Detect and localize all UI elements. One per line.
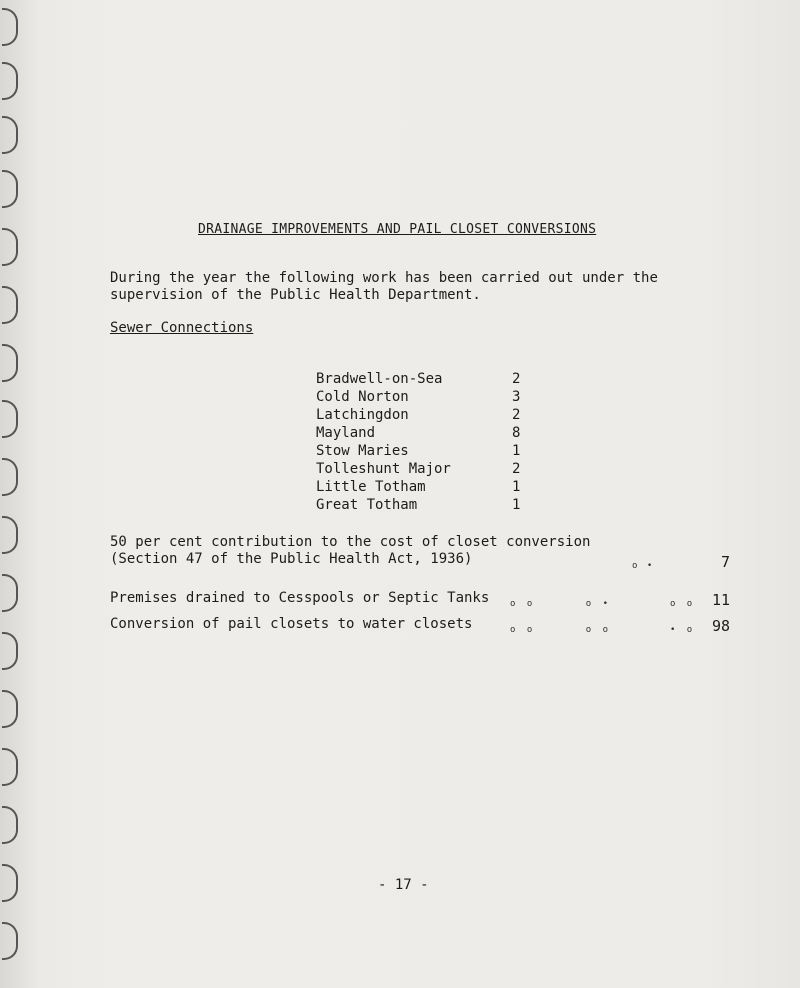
place-name: Mayland — [316, 425, 376, 441]
stat-label: 50 per cent contribution to the cost of closet conversion (Section 47 of the Public Health Act, 1936) — [110, 534, 591, 567]
connection-count: 1 — [512, 479, 521, 495]
binder-ring-icon — [2, 286, 18, 324]
stat-value: 11 — [711, 591, 730, 609]
binder-ring-icon — [2, 458, 18, 496]
connection-count: 3 — [512, 389, 521, 405]
list-item — [316, 424, 526, 442]
binder-ring-icon — [2, 574, 18, 612]
list-item — [316, 370, 526, 388]
binder-ring-icon — [2, 516, 18, 554]
binder-ring-icon — [2, 864, 18, 902]
stat-label: Conversion of pail closets to water closets — [110, 616, 473, 632]
binder-ring-icon — [2, 228, 18, 266]
leader-dots: o o o o • o — [510, 625, 696, 635]
sewer-connections-heading: Sewer Connections — [110, 320, 254, 336]
connection-count: 8 — [512, 425, 521, 441]
leader-dots: o • — [632, 561, 655, 571]
leader-dots: o o o • o o — [510, 599, 696, 609]
place-name: Stow Maries — [316, 443, 409, 459]
stat-label: Premises drained to Cesspools or Septic Tanks — [110, 590, 490, 606]
binder-ring-icon — [2, 632, 18, 670]
stat-closet-contribution — [110, 534, 730, 574]
stat-cesspools — [110, 590, 730, 612]
stat-value: 98 — [711, 617, 730, 635]
stat-value: 7 — [720, 553, 730, 571]
binder-ring-icon — [2, 806, 18, 844]
connection-count: 2 — [512, 461, 521, 477]
binder-ring-icon — [2, 116, 18, 154]
binder-ring-icon — [2, 748, 18, 786]
stat-pail-conversions — [110, 616, 730, 638]
binder-rings — [0, 0, 22, 988]
place-name: Little Totham — [316, 479, 426, 495]
sewer-connections-list — [316, 370, 526, 514]
list-item — [316, 496, 526, 514]
list-item — [316, 460, 526, 478]
binder-ring-icon — [2, 62, 18, 100]
connection-count: 1 — [512, 443, 521, 459]
place-name: Bradwell-on-Sea — [316, 371, 443, 387]
binder-ring-icon — [2, 8, 18, 46]
list-item — [316, 388, 526, 406]
connection-count: 1 — [512, 497, 521, 513]
connection-count: 2 — [512, 407, 521, 423]
binder-ring-icon — [2, 344, 18, 382]
place-name: Great Totham — [316, 497, 418, 513]
place-name: Tolleshunt Major — [316, 461, 451, 477]
list-item — [316, 442, 526, 460]
connection-count: 2 — [512, 371, 521, 387]
binder-ring-icon — [2, 922, 18, 960]
place-name: Latchingdon — [316, 407, 409, 423]
binder-ring-icon — [2, 400, 18, 438]
page-number: - 17 - — [378, 877, 429, 893]
page-title: DRAINAGE IMPROVEMENTS AND PAIL CLOSET CONVERSIONS — [198, 222, 597, 237]
binder-ring-icon — [2, 690, 18, 728]
intro-paragraph: During the year the following work has been carried out under the supervision of the Public Health Department. — [110, 270, 658, 303]
binder-ring-icon — [2, 170, 18, 208]
list-item — [316, 406, 526, 424]
list-item — [316, 478, 526, 496]
place-name: Cold Norton — [316, 389, 409, 405]
